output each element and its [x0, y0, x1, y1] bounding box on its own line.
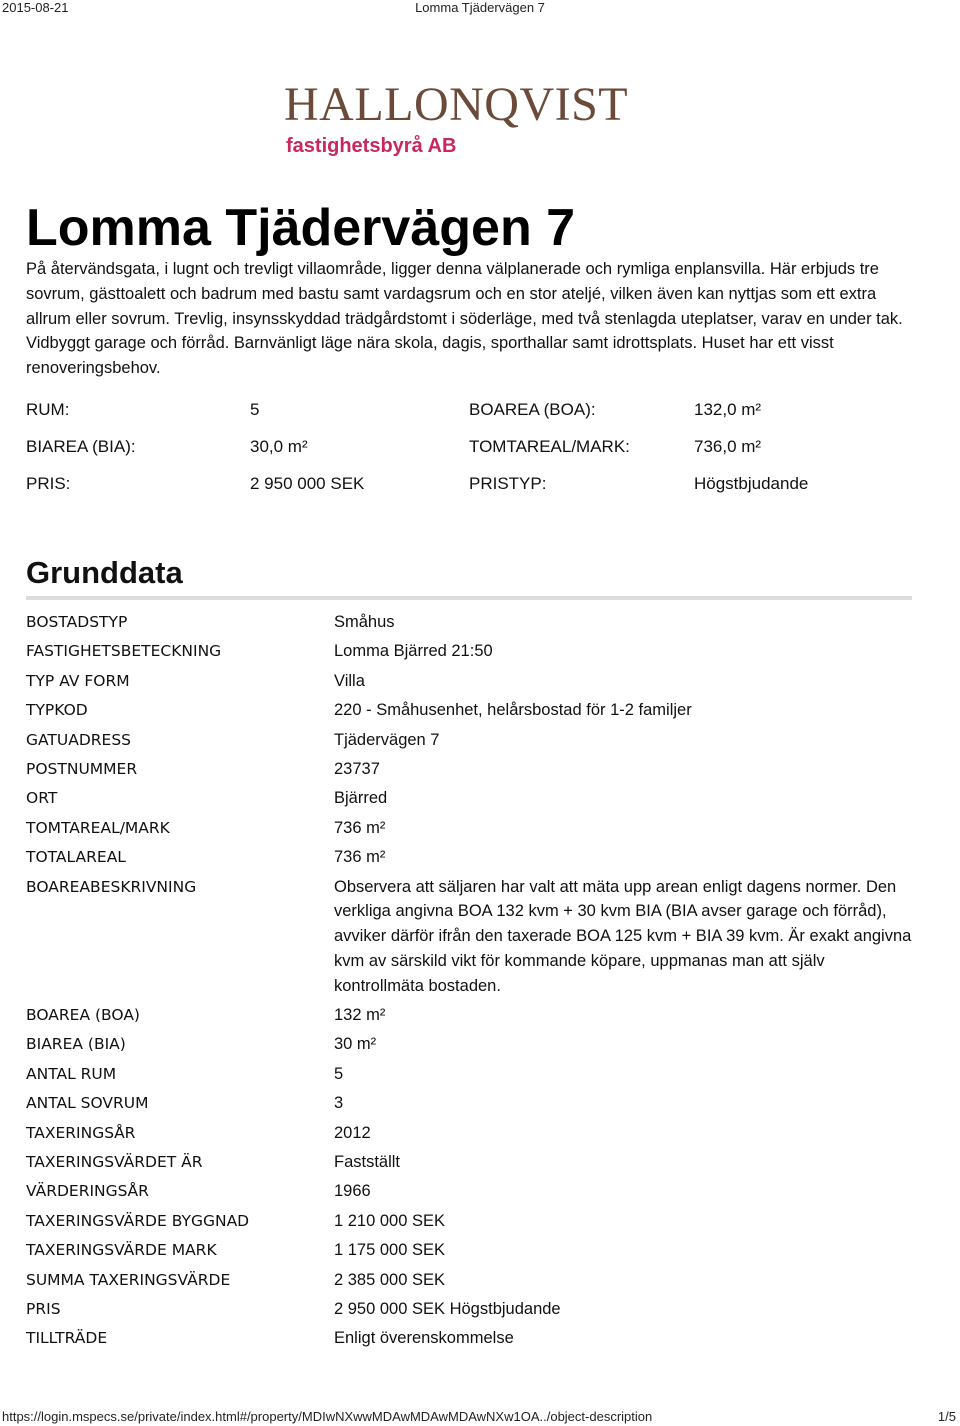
grunddata-label: TAXERINGSVÄRDET ÄR [26, 1153, 203, 1172]
grunddata-label: TAXERINGSVÄRDE BYGGNAD [26, 1211, 250, 1230]
grunddata-label: GATUADRESS [26, 730, 132, 749]
fact-value: 30,0 m² [250, 437, 308, 456]
logo-subtitle: fastighetsbyrå AB [286, 135, 457, 157]
grunddata-row [26, 875, 916, 999]
grunddata-label: TILLTRÄDE [26, 1329, 108, 1348]
grunddata-label: ANTAL SOVRUM [26, 1094, 149, 1113]
grunddata-label: TOMTAREAL/MARK [26, 818, 170, 837]
grunddata-row [26, 1150, 916, 1175]
grunddata-value: 23737 [334, 759, 380, 778]
fact-value: 736,0 m² [694, 437, 762, 456]
grunddata-row [26, 845, 916, 870]
grunddata-row [26, 1121, 916, 1146]
grunddata-row [26, 1326, 916, 1351]
grunddata-row [26, 639, 916, 664]
grunddata-row [26, 816, 916, 841]
print-header [0, 0, 960, 14]
grunddata-value: 2 385 000 SEK [334, 1270, 446, 1289]
grunddata-table [26, 610, 916, 1356]
fact-label: RUM: [26, 400, 70, 419]
key-facts [26, 396, 916, 507]
grunddata-label: ANTAL RUM [26, 1064, 117, 1083]
section-title-grunddata: Grunddata [26, 552, 912, 600]
grunddata-value: 736 m² [334, 848, 386, 867]
fact-row [26, 396, 916, 433]
grunddata-row [26, 1238, 916, 1263]
grunddata-value: 132 m² [334, 1006, 386, 1025]
grunddata-label: BOAREABESKRIVNING [26, 877, 197, 896]
grunddata-row [26, 698, 916, 723]
fact-value: Högstbjudande [694, 474, 809, 493]
grunddata-label: PRIS [26, 1300, 61, 1318]
grunddata-value: Bjärred [334, 789, 388, 808]
grunddata-row [26, 728, 916, 753]
grunddata-value: 5 [334, 1064, 344, 1083]
fact-label: PRIS: [26, 474, 71, 493]
grunddata-label: BIAREA (BIA) [26, 1035, 126, 1054]
print-url: https://login.mspecs.se/private/index.html#/property/MDIwNXwwMDAwMDAwMDAwNXw1OA../object-description [2, 1409, 653, 1424]
grunddata-label: POSTNUMMER [26, 759, 138, 778]
fact-label: PRISTYP: [469, 474, 547, 493]
grunddata-row [26, 1032, 916, 1057]
print-page-number: 1/5 [937, 1409, 956, 1424]
grunddata-label: FASTIGHETSBETECKNING [26, 642, 222, 661]
grunddata-row [26, 1091, 916, 1116]
hallonqvist-logo [280, 80, 670, 160]
grunddata-value: 220 - Småhusenhet, helårsbostad för 1-2 familjer [334, 701, 692, 720]
grunddata-value: Lomma Bjärred 21:50 [334, 642, 493, 661]
fact-row [26, 433, 916, 470]
property-description: På återvändsgata, i lugnt och trevligt villaområde, ligger denna välplanerade och rymliga enplansvilla. Här erbjuds tre sovrum, gästtoalett och badrum med bastu samt vardagsrum och en stor ateljé, vilken även kan nyttjas som ett extra allrum eller sovrum. Trevlig, insynsskyddad trädgårdstomt i söderläge, med två stenlagda uteplatser, varav en under tak. Vidbyggt garage och förråd. Barnvänligt läge nära skola, dagis, sporthallar samt idrottsplats. Huset har ett visst renoveringsbehov. [26, 260, 903, 378]
fact-value: 5 [250, 400, 260, 419]
logo-brand-text: HALLONQVIST [284, 78, 629, 131]
grunddata-label: BOAREA (BOA) [26, 1006, 140, 1025]
grunddata-row [26, 1179, 916, 1204]
grunddata-row [26, 1209, 916, 1234]
grunddata-label: SUMMA TAXERINGSVÄRDE [26, 1270, 231, 1289]
fact-label: BIAREA (BIA): [26, 437, 136, 456]
fact-value: 132,0 m² [694, 400, 762, 419]
grunddata-value: Villa [334, 671, 365, 690]
grunddata-value: 2 950 000 SEK Högstbjudande [334, 1300, 561, 1318]
grunddata-row [26, 669, 916, 694]
grunddata-label: TAXERINGSVÄRDE MARK [26, 1241, 217, 1260]
grunddata-value: 2012 [334, 1123, 371, 1142]
grunddata-row [26, 1062, 916, 1087]
grunddata-value: Tjädervägen 7 [334, 730, 440, 749]
grunddata-label: TAXERINGSÅR [26, 1123, 136, 1142]
grunddata-row [26, 1268, 916, 1293]
grunddata-label: TOTALAREAL [26, 848, 126, 867]
grunddata-value: 736 m² [334, 818, 386, 837]
grunddata-label: ORT [26, 789, 58, 808]
grunddata-row [26, 786, 916, 811]
grunddata-value: 3 [334, 1094, 344, 1113]
grunddata-value: 30 m² [334, 1035, 377, 1054]
grunddata-row [26, 1003, 916, 1028]
grunddata-value: Småhus [334, 613, 395, 631]
grunddata-value: 1 210 000 SEK [334, 1211, 446, 1230]
print-date: 2015-08-21 [2, 0, 69, 15]
grunddata-row [26, 610, 916, 635]
fact-label: BOAREA (BOA): [469, 400, 596, 419]
grunddata-row [26, 1297, 916, 1322]
grunddata-value: Enligt överenskommelse [334, 1329, 514, 1348]
grunddata-value: Fastställt [334, 1153, 401, 1172]
grunddata-value: 1966 [334, 1182, 371, 1201]
grunddata-value: Observera att säljaren har valt att mäta upp arean enligt dagens normer. Den verkliga angivna BOA 132 kvm + 30 kvm BIA (BIA avser garage och förråd), avviker därför ifrån den taxerade BOA 125 kvm + BIA 39 kvm. Är exakt angivna kvm av särskild vikt för kommande köpare, uppmanas man att själv kontrollmäta bostaden. [334, 877, 912, 995]
grunddata-label: VÄRDERINGSÅR [26, 1182, 149, 1201]
grunddata-row [26, 757, 916, 782]
grunddata-value: 1 175 000 SEK [334, 1241, 446, 1260]
page-title: Lomma Tjädervägen 7 [26, 199, 576, 257]
grunddata-label: BOSTADSTYP [26, 613, 128, 631]
grunddata-label: TYP AV FORM [26, 671, 130, 690]
grunddata-label: TYPKOD [26, 701, 88, 720]
fact-label: TOMTAREAL/MARK: [469, 437, 630, 456]
fact-row [26, 470, 916, 507]
print-title: Lomma Tjädervägen 7 [415, 0, 545, 15]
fact-value: 2 950 000 SEK [250, 474, 365, 493]
